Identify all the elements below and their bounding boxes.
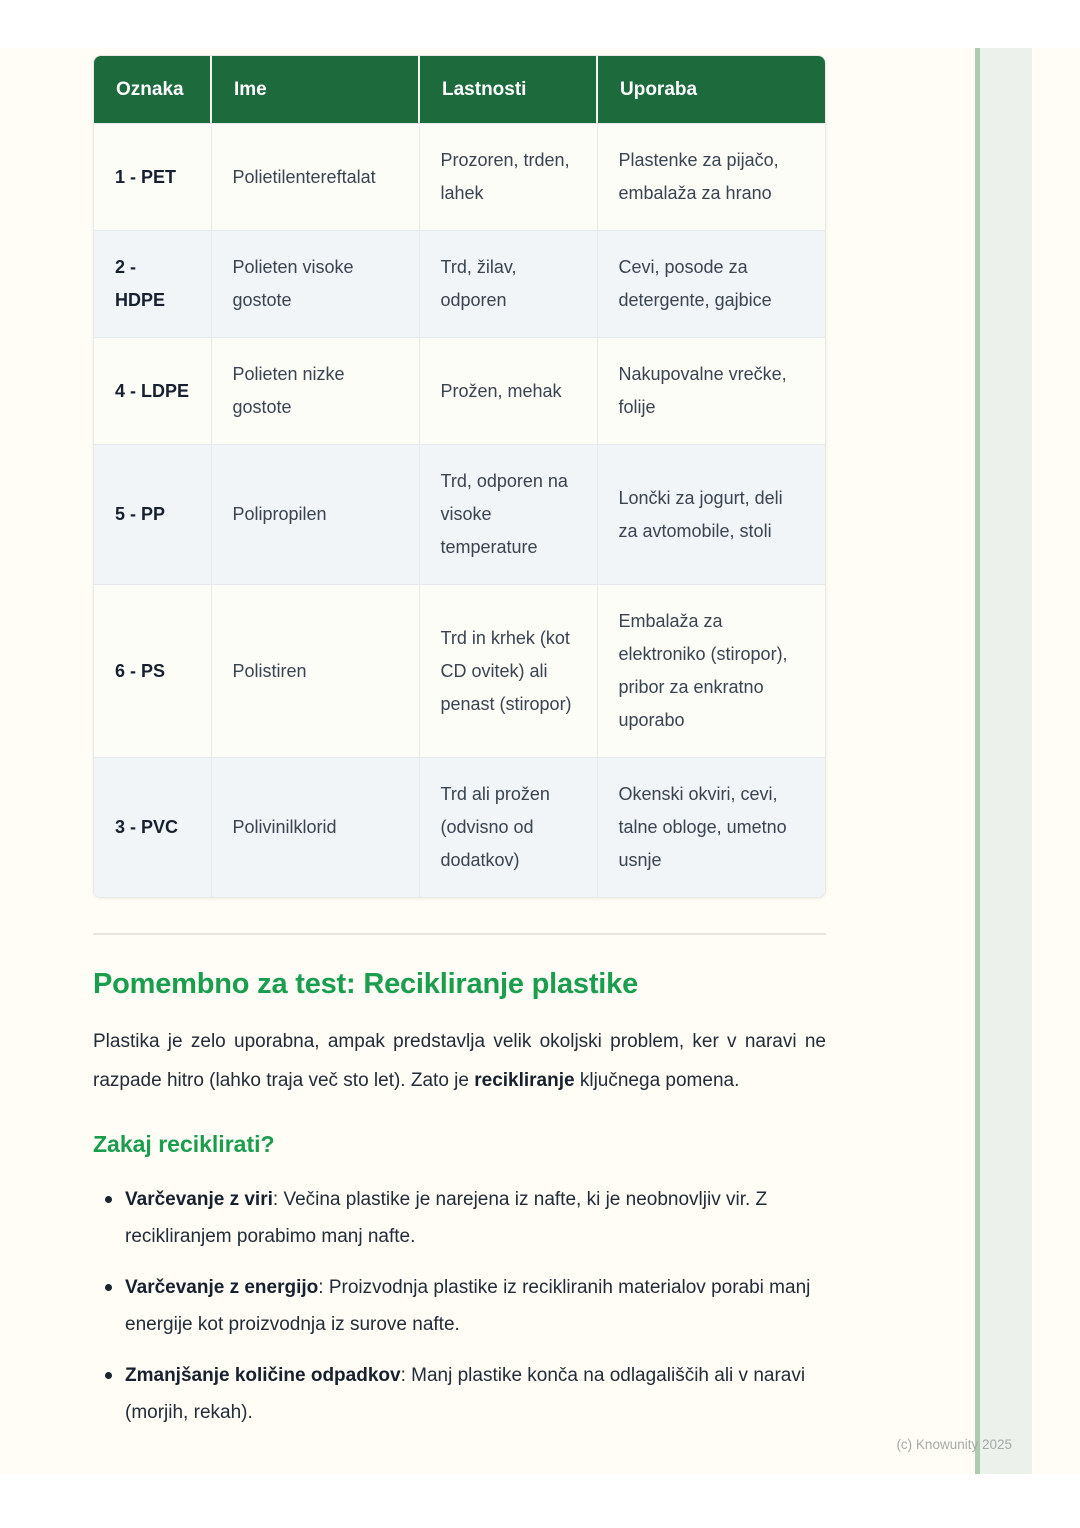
list-item-term: Zmanjšanje količine odpadkov (125, 1365, 401, 1386)
table-row (94, 758, 826, 898)
copyright-watermark: (c) Knowunity 2025 (896, 1437, 1012, 1452)
subsection-title: Zakaj reciklirati? (93, 1131, 275, 1157)
cell-ime: Polipropilen (211, 445, 419, 585)
cell-uporaba: Okenski okviri, cevi, talne obloge, umetno usnje (597, 758, 826, 898)
list-item-term: Varčevanje z viri (125, 1189, 273, 1210)
cell-uporaba: Embalaža za elektroniko (stiropor), pribor za enkratno uporabo (597, 585, 826, 758)
cell-lastnosti: Prožen, mehak (419, 338, 597, 445)
cell-lastnosti: Trd in krhek (kot CD ovitek) ali penast (stiropor) (419, 585, 597, 758)
list-item (93, 1357, 826, 1431)
table-header-row (94, 56, 826, 124)
cell-uporaba: Nakupovalne vrečke, folije (597, 338, 826, 445)
list-item-text: : Proizvodnja plastike iz recikliranih materialov porabi manj energije kot proizvodnja iz surove nafte. (125, 1277, 811, 1335)
paragraph-bold-keyword: recikliranje (474, 1070, 575, 1091)
column-header-uporaba: Uporaba (597, 56, 826, 124)
cell-uporaba: Plastenke za pijačo, embalaža za hrano (597, 124, 826, 231)
table-row (94, 338, 826, 445)
intro-paragraph (93, 1022, 826, 1100)
cell-oznaka: 3 - PVC (94, 758, 211, 898)
column-header-oznaka: Oznaka (94, 56, 211, 124)
cell-oznaka: 4 - LDPE (94, 338, 211, 445)
reasons-list (93, 1181, 826, 1431)
cell-ime: Polivinilklorid (211, 758, 419, 898)
list-item-text: : Manj plastike konča na odlagališčih ali v naravi (morjih, rekah). (125, 1365, 806, 1423)
cell-oznaka: 6 - PS (94, 585, 211, 758)
table-row (94, 585, 826, 758)
section-title: Pomembno za test: Recikliranje plastike (93, 968, 638, 1000)
page-edge-accent-panel (980, 48, 1032, 1474)
cell-oznaka: 1 - PET (94, 124, 211, 231)
table-row (94, 231, 826, 338)
paragraph-text: ključnega pomena. (574, 1070, 740, 1091)
cell-lastnosti: Trd, žilav, odporen (419, 231, 597, 338)
cell-lastnosti: Trd, odporen na visoke temperature (419, 445, 597, 585)
cell-ime: Polieten visoke gostote (211, 231, 419, 338)
cell-ime: Polistiren (211, 585, 419, 758)
plastics-table (93, 55, 826, 898)
column-header-ime: Ime (211, 56, 419, 124)
section-divider (93, 933, 826, 935)
list-item (93, 1181, 826, 1255)
cell-oznaka: 5 - PP (94, 445, 211, 585)
table-row (94, 124, 826, 231)
cell-ime: Polieten nizke gostote (211, 338, 419, 445)
table-row (94, 445, 826, 585)
page-content (93, 55, 826, 1431)
cell-ime: Polietilentereftalat (211, 124, 419, 231)
cell-lastnosti: Trd ali prožen (odvisno od dodatkov) (419, 758, 597, 898)
cell-uporaba: Cevi, posode za detergente, gajbice (597, 231, 826, 338)
paragraph-text: Plastika je zelo uporabna, ampak predstavlja velik okoljski problem, ker v naravi ne razpade hitro (lahko traja več sto let). Zato je (93, 1031, 826, 1091)
list-item (93, 1269, 826, 1343)
list-item-text: : Večina plastike je narejena iz nafte, ki je neobnovljiv vir. Z recikliranjem porabimo manj nafte. (125, 1189, 768, 1247)
list-item-term: Varčevanje z energijo (125, 1277, 319, 1298)
cell-lastnosti: Prozoren, trden, lahek (419, 124, 597, 231)
column-header-lastnosti: Lastnosti (419, 56, 597, 124)
cell-oznaka: 2 - HDPE (94, 231, 211, 338)
cell-uporaba: Lončki za jogurt, deli za avtomobile, stoli (597, 445, 826, 585)
